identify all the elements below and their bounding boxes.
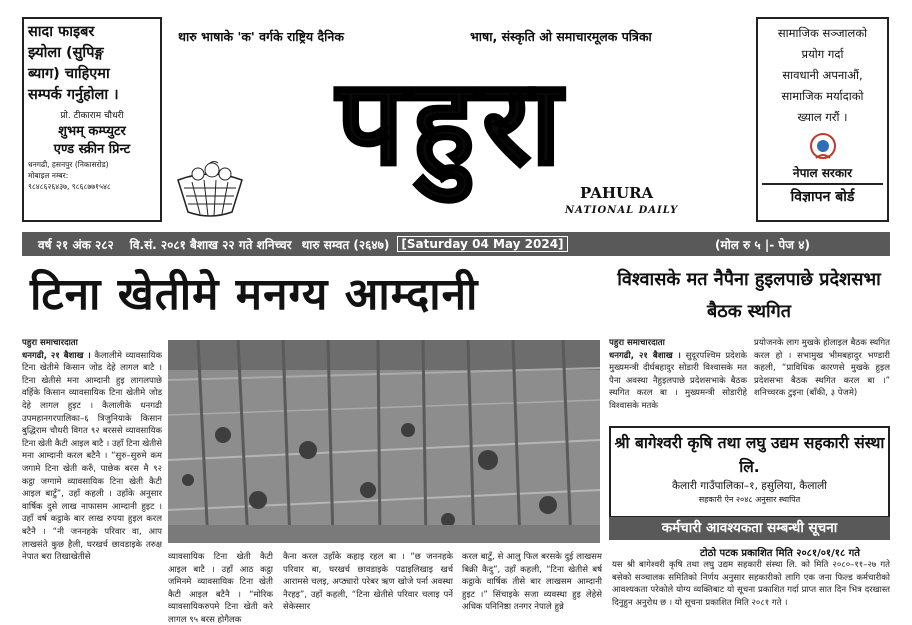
tagline-right: भाषा, संस्कृति ओ समाचारमूलक पत्रिका xyxy=(470,29,652,44)
ad-right-gov: नेपाल सरकार xyxy=(792,166,853,180)
dateline-price: (मोल रु ५ |- पेज ४) xyxy=(714,237,810,252)
side-story-byline: पहुरा समाचारदाता xyxy=(609,338,665,348)
ad-left-line-1: सादा फाइबर xyxy=(28,24,95,40)
ad-left-phones: ९८४८६२६४३७, ९८६८७७१५४८ xyxy=(28,182,111,191)
ad-right-line-3: सावधानी अपनाऔं, xyxy=(782,68,863,82)
ad-right-line-1: सामाजिक सञ्जालको xyxy=(777,26,868,40)
tomato-field-photo xyxy=(168,340,600,543)
dateline-year-issue: वर्ष २१ अंक २८२ xyxy=(38,237,114,252)
main-story-col-2: व्यावसायिक टिना खेती कैटी आइल बाटै । उहाँ आठ कट्ठा जमिनमे व्यावसायिक टिना खेती कैटी आइल बटैनै । “मोरिक व्यावसायिकरुपमे टिना खेती करे लागल ९५ बरस होगैलक xyxy=(168,552,273,625)
dateline-bs-date: वि.सं. २०८१ बैशाख २२ गते शनिच्चर xyxy=(129,237,292,252)
ad-left xyxy=(22,17,162,222)
cooperative-ad xyxy=(609,426,890,518)
side-story-col1-text: सुदूरपश्चिम प्रदेशके मुख्यमन्त्री दीर्घबहादुर सोडारी विश्वासके मत पैना अवस्था नैहुइलपाछे प्रदेशसभाके बैठक स्थगित करल बा । मुख्यमन्त्री सोडारीहे विश्वासके मतके xyxy=(609,350,747,411)
ad-left-line-4: सम्पर्क गर्नुहोला । xyxy=(28,87,119,103)
side-headline: विश्वासके मत नैपैना हुइलपाछे प्रदेशसभा बैठक स्थगित xyxy=(617,269,881,322)
main-story-col-4: करल बाटुँ, से आलु फिल बरसके दुई लाखसम बिक्री कैदु”, उहाँ कहली, “टिना खेतीसे बर्ष कट्ठाके वार्षिक तीसे बार लाखसम आम्दानी हुइट ।” सिंचाइके सजा व्यवस्था हुइ लेहेसे अधिक पनिनिष्ठा तनगर नेपाले हुन्ने xyxy=(462,552,602,613)
ad-left-business-1: शुभम् कम्प्युटर xyxy=(58,124,126,139)
masthead-logo: पहुरा xyxy=(336,52,570,191)
fruit-basket-icon xyxy=(170,160,250,222)
cooperative-address: कैलारी गाउँपालिका–१, हसुलिया, कैलाली xyxy=(671,480,828,492)
side-story-col-2: प्रयोजनके लाग मुखके होलाइल बैठक स्थगित करल हो । सभामुख भीमबहादुर भण्डारी कहली, “प्राविधिक कारणसे मुखके हुइल प्रदेशसभा बैठक स्थगित करल बा ।” शनिच्चरक टुइना (बाँकी, ३ पेजमे) xyxy=(754,338,890,399)
cooperative-name: श्री बागेश्वरी कृषि तथा लघु उद्यम सहकारी संस्था लि. xyxy=(614,434,885,476)
dateline-tharu-year: थारु सम्वत (२६४७) xyxy=(301,237,390,252)
ad-right-line-4: सामाजिक मर्यादाको xyxy=(781,89,864,103)
masthead-subtitle: NATIONAL DAILY xyxy=(565,205,679,216)
side-story-lead-place: धनगढी, २१ बैशाख । xyxy=(609,350,681,361)
ad-right-line-2: प्रयोग गर्दा xyxy=(801,47,844,61)
main-story-col1-text: कैलालीमे व्यावसायिक टिना खेतीमे किसान जोड देहे लागल बाटै । टिना खेतीसे मना आम्दानी हुइ लागलपाछे वर्हिके किसान व्यावसायिक टिना खेतीमे जोड देहे लागल हुइट । कैलालीके धनगढी उपमहानगरपालिका–६ त्रिजुनियाके किसान बुद्धिराम चौधरी विगत ९२ बरससे व्यावसायिक टिना खेती कैटी आइल बाटै । उहाँ टिना खेतीसे मना आम्दानी करल बटैनै । “सुरु–सुरुमे कम जगामे टिना खेती करुँ, पाछेक बरस मै ९२ कट्ठा जग्गामे व्यावसायिक टिना खेती कैटी आइल बाटुँ”, उहाँ कहली । उहाँके अनुसार वार्षिक दुसे लाख नाफासम आम्दानी हुइट । उहाँ वर्ष कट्ठाके बार लाख रुपया हुइल करल बटैनै । “नी जननहके परिवार वा, आप लाखसंते कुछ हैली, घरखर्च छावडाइके तरुक्ष नेपात बरा तिखाखेतीसे xyxy=(22,350,162,563)
ad-left-business-2: एण्ड स्क्रीन प्रिन्ट xyxy=(53,142,131,157)
tagline-left: थारु भाषाके 'क' वर्गके राष्ट्रिय दैनिक xyxy=(178,29,344,44)
notice-body: यस श्री बागेश्वरी कृषि तथा लघु उद्यम सहकारी संस्था लि. को मिति २०८०–११–२७ गते बसेको सञ्चालक समितिको निर्णय अनुसार सहकारीको लागि एक जना फिल्ड कर्मचारीको आवश्यकता परेकोले योग्य व्यक्तिबाट यो सूचना प्रकाशित गर्दा प्राप्त सात दिन भित्र दरखास्त दिनुहुन अनुरोध छ । यो सूचना प्रकाशित मिति २०८१ गते । xyxy=(612,560,890,608)
main-story-col-1 xyxy=(22,337,162,625)
ad-right-line-5: ख्याल गरौं । xyxy=(797,110,848,124)
main-story-lead-place: धनगढी, २१ बैशाख । xyxy=(22,350,91,361)
dateline-en-date: [Saturday 04 May 2024] xyxy=(397,236,567,252)
side-story-col-1 xyxy=(609,337,747,419)
dateline-bar xyxy=(22,232,890,256)
masthead-english: PAHURA xyxy=(580,184,654,202)
main-headline: टिना खेतीमे मनग्य आम्दानी xyxy=(30,269,479,320)
nepal-emblem-icon xyxy=(806,130,840,160)
notice-bar: कर्मचारी आवश्यकता सम्बन्धी सूचना xyxy=(609,517,890,540)
ad-left-line-3: ब्याग) चाहिएमा xyxy=(28,66,110,82)
notice-title: टोठो पटक प्रकाशित मिति २०८१/०१/१८ गते xyxy=(700,548,860,559)
ad-left-mobile-label: मोबाइल नम्बर: xyxy=(28,171,69,180)
ad-left-contact: प्रो. टीकाराम चौधरी xyxy=(60,111,124,121)
ad-right-board: विज्ञापन बोर्ड xyxy=(762,183,883,206)
main-story-byline: पहुरा समाचारदाता xyxy=(22,338,78,348)
main-story-col-3: कैना करल उहाँके कहाइ रहल बा । “छ जननहके परिवार बा, घरखर्च छावडाइके पढाइलिखाइ खर्च आरामसे चलइ, अप्ठ्यारो परेबर ऋण खोजे पर्ना अवस्था नैरहइ”, उहाँ कहली, “टिना खेतीसे परिवार चलाइ पर्ने सेकेस्सार xyxy=(283,552,453,613)
cooperative-reg: सहकारी ऐन २०४८ अनुसार स्थापित xyxy=(698,495,801,504)
ad-left-line-2: झ्योला (सुपिङ्ग xyxy=(28,45,104,61)
ad-right xyxy=(756,17,889,222)
ad-left-address: धनगढी, हसनपुर (निकासरोड) xyxy=(28,160,109,169)
